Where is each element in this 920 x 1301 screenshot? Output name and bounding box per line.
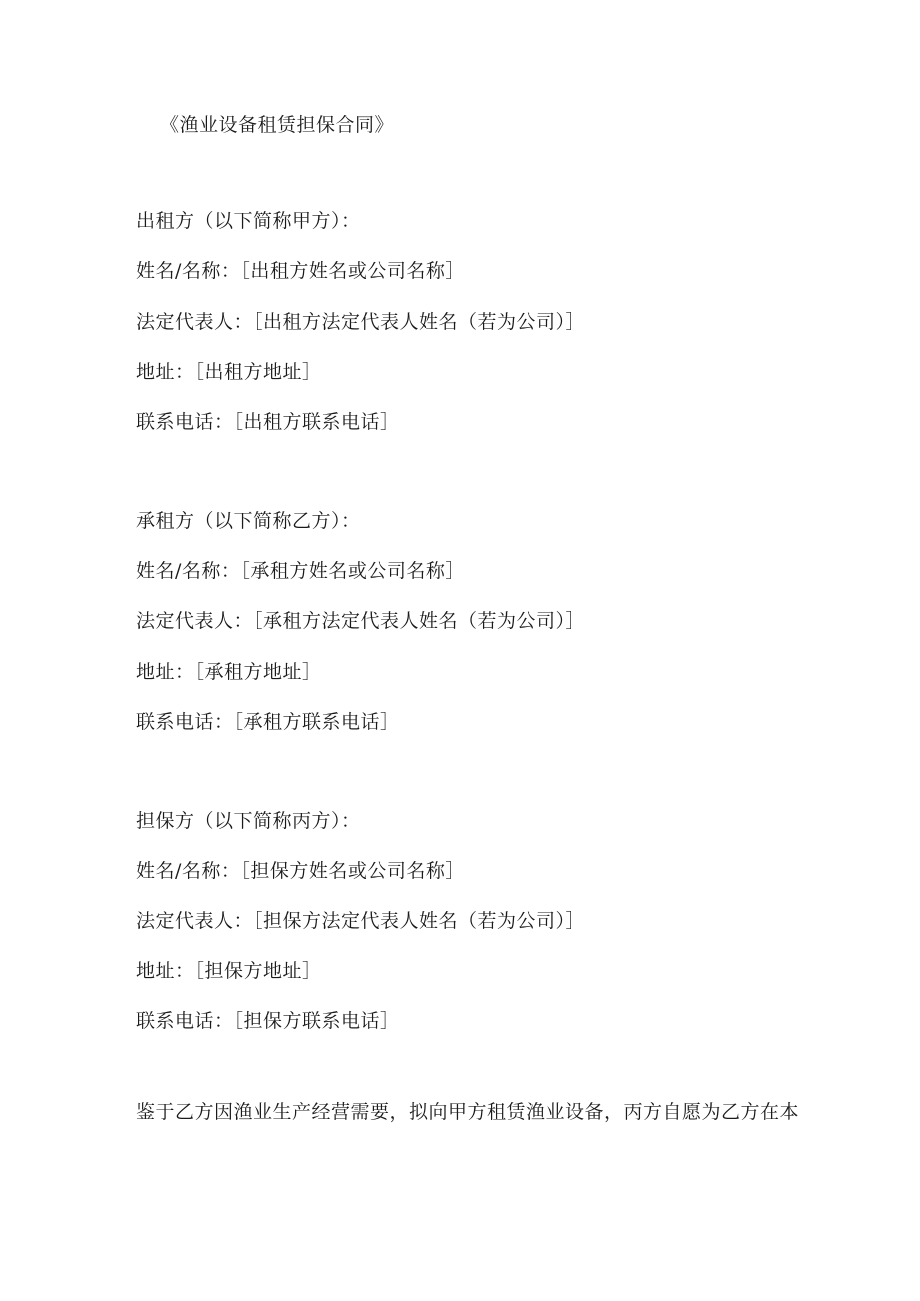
- lessor-representative: 法定代表人：［出租方法定代表人姓名（若为公司）］: [136, 311, 586, 333]
- preamble-paragraph: 鉴于乙方因渔业生产经营需要，拟向甲方租赁渔业设备，丙方自愿为乙方在本: [136, 1101, 800, 1123]
- lessor-address: 地址：［出租方地址］: [136, 361, 322, 383]
- guarantor-phone: 联系电话：［担保方联系电话］: [136, 1010, 400, 1032]
- guarantor-heading: 担保方（以下简称丙方）：: [136, 810, 361, 832]
- lessor-phone: 联系电话：［出租方联系电话］: [136, 411, 400, 433]
- lessee-name: 姓名/名称：［承租方姓名或公司名称］: [136, 560, 465, 582]
- lessee-address: 地址：［承租方地址］: [136, 661, 322, 683]
- guarantor-address: 地址：［担保方地址］: [136, 960, 322, 982]
- guarantor-name: 姓名/名称：［担保方姓名或公司名称］: [136, 860, 465, 882]
- document-title: 《渔业设备租赁担保合同》: [160, 114, 395, 136]
- lessor-heading: 出租方（以下简称甲方）：: [136, 210, 361, 232]
- lessee-representative: 法定代表人：［承租方法定代表人姓名（若为公司）］: [136, 610, 586, 632]
- lessee-phone: 联系电话：［承租方联系电话］: [136, 711, 400, 733]
- lessor-name: 姓名/名称：［出租方姓名或公司名称］: [136, 260, 465, 282]
- lessee-heading: 承租方（以下简称乙方）：: [136, 510, 361, 532]
- guarantor-representative: 法定代表人：［担保方法定代表人姓名（若为公司）］: [136, 910, 586, 932]
